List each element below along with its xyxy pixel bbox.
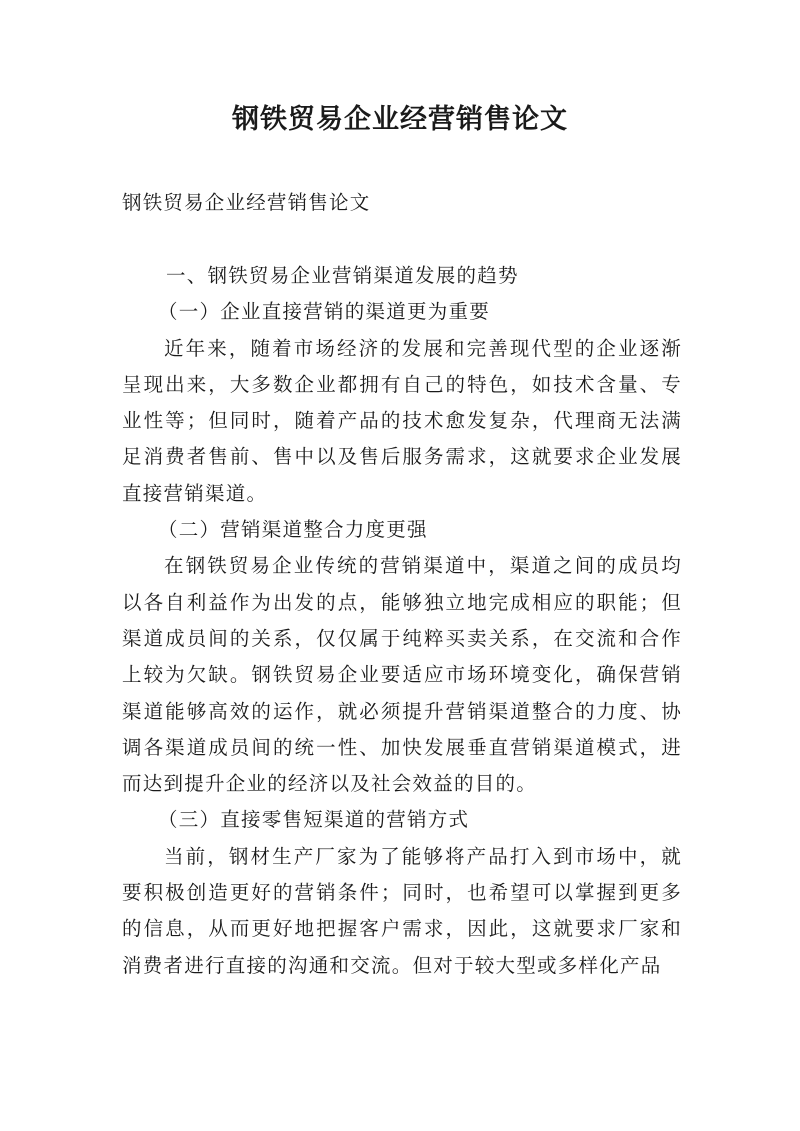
document-subtitle: 钢铁贸易企业经营销售论文 <box>122 191 371 214</box>
sub-heading-1: （一）企业直接营销的渠道更为重要 <box>158 300 491 324</box>
paragraph-2: 在钢铁贸易企业传统的营销渠道中，渠道之间的成员均以各自利益作为出发的点，能够独立地完成相应的职能；但渠道成员间的关系，仅仅属于纯粹买卖关系，在交流和合作上较为欠缺。钢铁贸易企业要适应市场环境变化，确保营销渠道能够高效的运作，就必须提升营销渠道整合的力度、协调各渠道成员间的统一性、加快发展垂直营销渠道模式，进而达到提升企业的经济以及社会效益的目的。 <box>122 554 682 796</box>
section-heading-1: 一、钢铁贸易企业营销渠道发展的趋势 <box>166 264 519 287</box>
sub-heading-2: （二）营销渠道整合力度更强 <box>158 518 428 542</box>
paragraph-3: 当前，钢材生产厂家为了能够将产品打入到市场中，就要积极创造更好的营销条件；同时，也希望可以掌握到更多的信息，从而更好地把握客户需求，因此，这就要求厂家和消费者进行直接的沟通和交流。但对于较大型或多样化产品 <box>122 844 682 977</box>
sub-heading-3: （三）直接零售短渠道的营销方式 <box>158 808 470 832</box>
paragraph-1: 近年来，随着市场经济的发展和完善现代型的企业逐渐呈现出来，大多数企业都拥有自己的特色，如技术含量、专业性等；但同时，随着产品的技术愈发复杂，代理商无法满足消费者售前、售中以及售后服务需求，这就要求企业发展直接营销渠道。 <box>122 336 682 505</box>
document-body <box>122 258 682 984</box>
document-title: 钢铁贸易企业经营销售论文 <box>232 104 568 135</box>
